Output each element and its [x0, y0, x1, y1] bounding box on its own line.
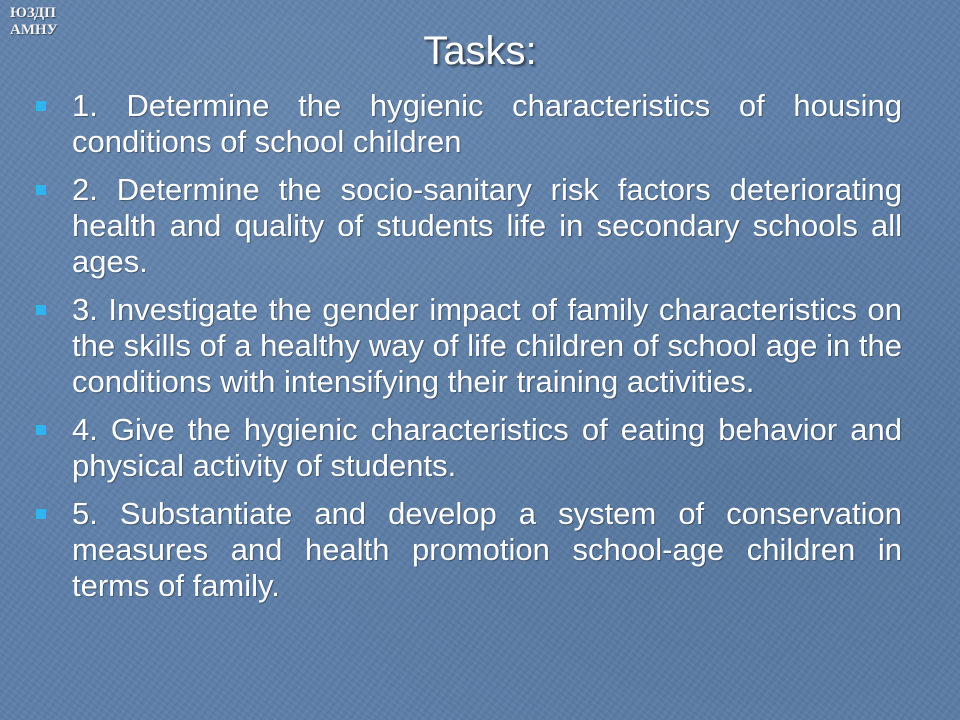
- square-bullet-icon: [36, 425, 46, 435]
- square-bullet-icon: [36, 101, 46, 111]
- task-text: 1. Determine the hygienic characteristics of housing conditions of school children: [72, 88, 902, 159]
- task-item-2: [72, 172, 902, 280]
- square-bullet-icon: [36, 509, 46, 519]
- watermark-line-1: ЮЗДП: [10, 5, 56, 21]
- square-bullet-icon: [36, 185, 46, 195]
- task-item-1: [72, 88, 902, 160]
- square-bullet-icon: [36, 305, 46, 315]
- task-item-5: [72, 496, 902, 604]
- task-text: 3. Investigate the gender impact of family characteristics on the skills of a healthy way of life children of school age in the conditions with intensifying their training activities.: [72, 292, 902, 399]
- watermark-line-2: АМНУ: [10, 22, 58, 38]
- task-text: 5. Substantiate and develop a system of conservation measures and health promotion school-age children in terms of family.: [72, 496, 902, 603]
- task-item-3: [72, 292, 902, 400]
- task-item-4: [72, 412, 902, 484]
- task-text: 4. Give the hygienic characteristics of eating behavior and physical activity of students.: [72, 412, 902, 483]
- slide-title: Tasks:: [423, 29, 537, 73]
- task-text: 2. Determine the socio-sanitary risk factors deteriorating health and quality of students life in secondary schools all ages.: [72, 172, 902, 279]
- task-list: [0, 88, 960, 616]
